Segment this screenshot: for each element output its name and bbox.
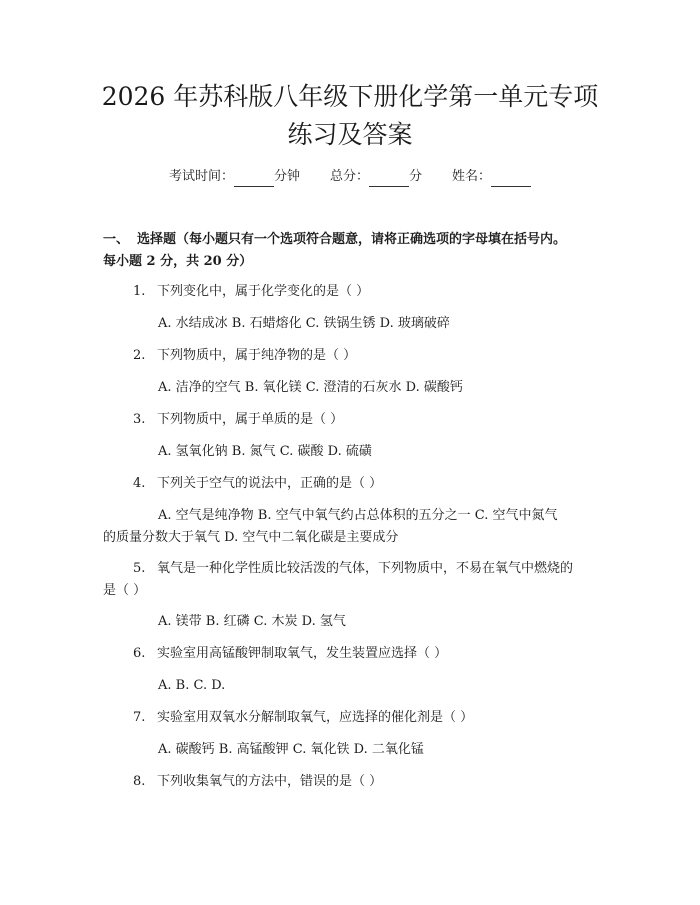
page-title-line2: 练习及答案 bbox=[287, 120, 413, 149]
question-5-options: A. 镁带 B. 红磷 C. 木炭 D. 氢气 bbox=[158, 614, 346, 629]
student-name bbox=[452, 167, 531, 187]
student-name-blank[interactable] bbox=[491, 172, 531, 187]
question-4 bbox=[133, 473, 603, 495]
question-number: 5. bbox=[133, 561, 146, 576]
exam-time bbox=[169, 167, 300, 187]
question-2-options: A. 洁净的空气 B. 氧化镁 C. 澄清的石灰水 D. 碳酸钙 bbox=[158, 380, 463, 395]
question-number: 8. bbox=[133, 774, 146, 789]
total-score bbox=[330, 167, 422, 187]
question-number: 2. bbox=[133, 348, 146, 363]
question-1-options: A. 水结成冰 B. 石蜡熔化 C. 铁锅生锈 D. 玻璃破碎 bbox=[158, 316, 450, 331]
question-stem: 氧气是一种化学性质比较活泼的气体，下列物质中，不易在氧气中燃烧的 bbox=[157, 561, 574, 576]
question-6-options: A. B. C. D. bbox=[158, 678, 226, 693]
question-4-options-cont: 的质量分数大于氧气 D. 空气中二氧化碳是主要成分 bbox=[103, 530, 399, 545]
question-number: 4. bbox=[133, 476, 146, 491]
question-stem: 下列变化中，属于化学变化的是（ ） bbox=[157, 284, 370, 299]
question-number: 7. bbox=[133, 710, 146, 725]
question-5-stem-cont: 是（ ） bbox=[103, 583, 147, 598]
exam-time-unit: 分钟 bbox=[273, 169, 300, 184]
question-7-options: A. 碳酸钙 B. 高锰酸钾 C. 氧化铁 D. 二氧化锰 bbox=[158, 742, 424, 757]
exam-time-label: 考试时间： bbox=[168, 169, 234, 184]
exam-time-blank[interactable] bbox=[234, 172, 274, 187]
total-score-label: 总分： bbox=[329, 169, 369, 184]
student-name-label: 姓名： bbox=[452, 169, 492, 184]
question-5 bbox=[133, 558, 603, 580]
total-score-blank[interactable] bbox=[369, 172, 409, 187]
section-instructions: 选择题（每小题只有一个选项符合题意，请将正确选项的字母填在括号内。 bbox=[137, 232, 567, 247]
question-6 bbox=[133, 643, 603, 665]
question-stem: 下列关于空气的说法中，正确的是（ ） bbox=[157, 476, 383, 491]
question-8 bbox=[133, 771, 603, 793]
question-3-options: A. 氢氧化钠 B. 氮气 C. 碳酸 D. 硫磺 bbox=[158, 444, 372, 459]
section-number: 一、 bbox=[103, 232, 130, 247]
question-stem: 下列物质中，属于纯净物的是（ ） bbox=[157, 348, 357, 363]
question-2 bbox=[133, 345, 603, 367]
question-4-options: A. 空气是纯净物 B. 空气中氧气约占总体积的五分之一 C. 空气中氮气 bbox=[158, 508, 558, 523]
question-stem: 实验室用高锰酸钾制取氧气，发生装置应选择（ ） bbox=[157, 646, 448, 661]
question-stem: 实验室用双氧水分解制取氧气，应选择的催化剂是（ ） bbox=[157, 710, 474, 725]
question-number: 1. bbox=[133, 284, 146, 299]
section-instructions-line2: 每小题 2 分，共 20 分） bbox=[103, 254, 253, 269]
section-heading bbox=[103, 229, 623, 273]
question-stem: 下列收集氧气的方法中，错误的是（ ） bbox=[157, 774, 383, 789]
question-number: 3. bbox=[133, 412, 146, 427]
total-score-unit: 分 bbox=[409, 169, 423, 184]
exam-info bbox=[0, 167, 700, 187]
question-number: 6. bbox=[133, 646, 146, 661]
question-1 bbox=[133, 281, 603, 303]
question-3 bbox=[133, 409, 603, 431]
page-title: 2026 年苏科版八年级下册化学第一单元专项 bbox=[101, 82, 599, 111]
question-stem: 下列物质中，属于单质的是（ ） bbox=[157, 412, 344, 427]
question-7 bbox=[133, 707, 603, 729]
